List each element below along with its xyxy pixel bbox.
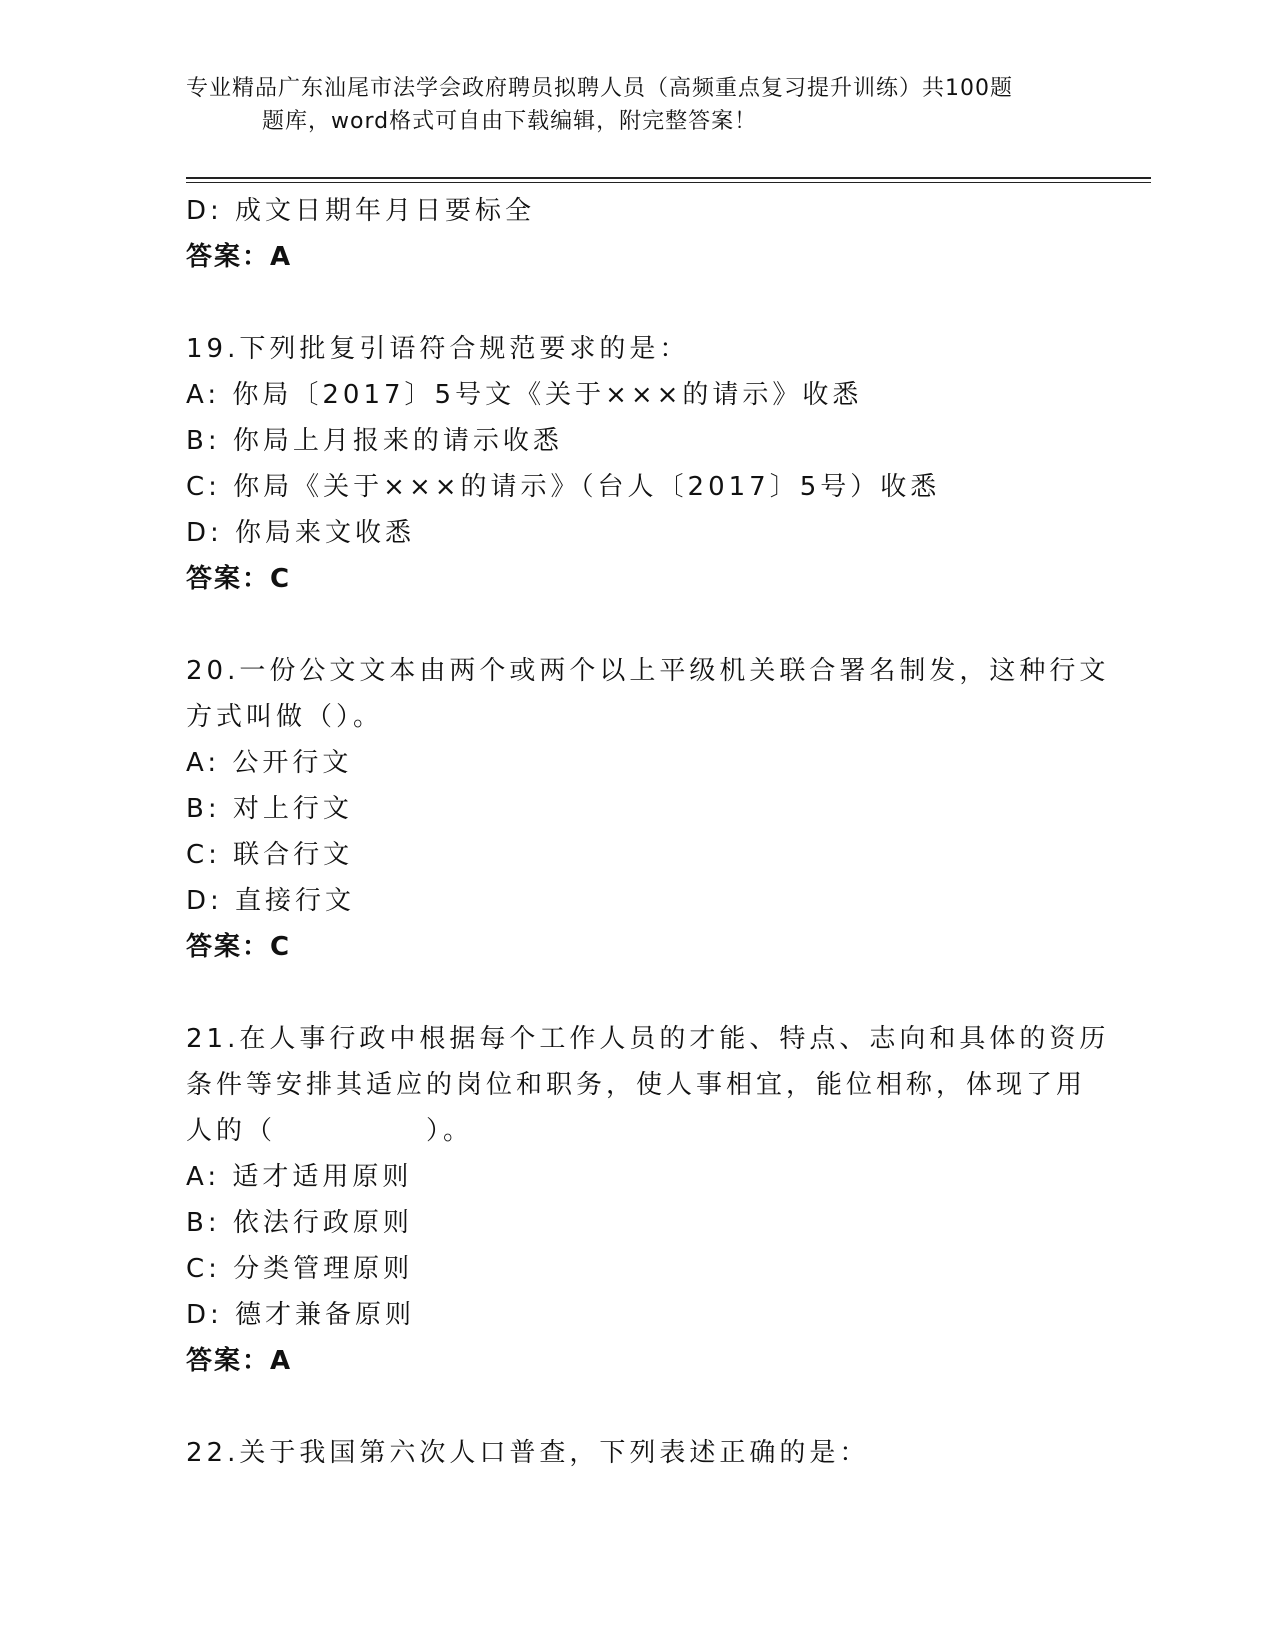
answer: 答案：A [186,242,293,272]
document-header [186,72,1086,138]
question-22 [186,1430,1086,1476]
question-19 [186,326,1086,602]
option-d: D: 直接行文 [186,886,356,916]
answer: 答案：C [186,932,292,962]
header-divider-thin [186,182,1151,183]
question-stem-line1: 20.一份公文文本由两个或两个以上平级机关联合署名制发，这种行文 [186,656,1110,686]
option-d: D: 成文日期年月日要标全 [186,196,536,226]
question-list [186,188,1110,1476]
option-c: C: 分类管理原则 [186,1254,414,1284]
header-title-line2: 题库，word格式可自由下载编辑，附完整答案！ [262,109,758,134]
option-b: B: 依法行政原则 [186,1208,413,1238]
option-d: D: 你局来文收悉 [186,518,416,548]
option-b: B: 你局上月报来的请示收悉 [186,426,563,456]
question-stem: 22.关于我国第六次人口普查，下列表述正确的是： [186,1438,870,1468]
question-stem-line2: 条件等安排其适应的岗位和职务，使人事相宜，能位相称，体现了用 [186,1070,1087,1100]
option-a: A: 适才适用原则 [186,1162,413,1192]
question-stem-line2: 方式叫做（）。 [186,702,384,732]
question-stem: 19.下列批复引语符合规范要求的是： [186,334,690,364]
option-a: A: 你局〔2017〕5号文《关于×××的请示》收悉 [186,380,863,410]
option-c: C: 你局《关于×××的请示》（台人〔2017〕5号）收悉 [186,472,941,502]
answer: 答案：C [186,564,292,594]
question-stem-line3: 人的（ ）。 [186,1116,474,1146]
option-b: B: 对上行文 [186,794,353,824]
question-20 [186,648,1110,970]
option-c: C: 联合行文 [186,840,354,870]
option-d: D: 德才兼备原则 [186,1300,416,1330]
header-title-line1: 专业精品广东汕尾市法学会政府聘员拟聘人员（高频重点复习提升训练）共100题 [186,76,1013,101]
header-divider-thick [186,177,1151,179]
question-18-tail [186,188,1086,280]
question-21 [186,1016,1110,1384]
answer: 答案：A [186,1346,293,1376]
question-stem-line1: 21.在人事行政中根据每个工作人员的才能、特点、志向和具体的资历 [186,1024,1110,1054]
option-a: A: 公开行文 [186,748,353,778]
